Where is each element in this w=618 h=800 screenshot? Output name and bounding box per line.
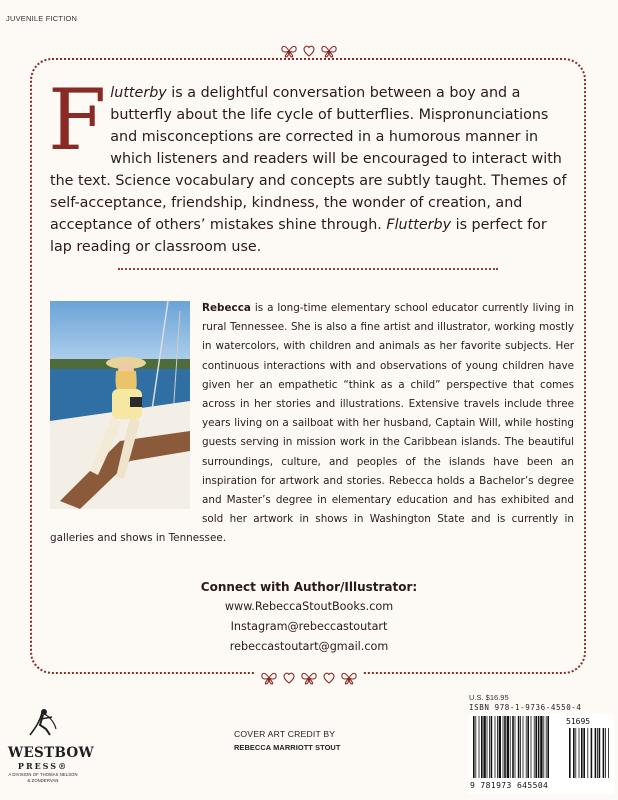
barcode-bar (540, 716, 542, 778)
section-divider (118, 268, 498, 270)
butterfly-icon (321, 44, 337, 58)
barcode-bar (535, 716, 537, 778)
barcode-bar (543, 716, 544, 778)
credit-line-1: COVER ART CREDIT BY (234, 729, 336, 739)
butterfly-icon (281, 44, 297, 58)
barcode-bar (518, 716, 520, 778)
intro-paragraph (48, 71, 570, 258)
addon-bar (583, 728, 585, 778)
publisher-sub-2: & ZONDERVAN (27, 778, 59, 783)
heart-icon (323, 672, 335, 684)
addon-bar (573, 728, 575, 778)
barcode-bar (515, 716, 516, 778)
addon-bar (579, 728, 580, 778)
publisher-name: WESTBOW (8, 745, 94, 761)
connect-heading: Connect with Author/Illustrator: (200, 580, 418, 594)
author-name: Rebecca (202, 302, 251, 314)
barcode-bar (475, 716, 476, 778)
addon-bar (603, 728, 605, 778)
book-title: lutterby (110, 85, 167, 101)
addon-bar (575, 728, 576, 778)
barcode-bar (520, 716, 521, 778)
barcode-bar (499, 716, 501, 778)
author-bio (50, 299, 574, 549)
heart-icon (303, 45, 315, 57)
addon-bar (595, 728, 597, 778)
book-title-2: Flutterby (386, 217, 452, 233)
addon-bar (608, 728, 609, 778)
instagram-handle: Instagram@rebeccastoutart (230, 620, 388, 633)
barcode-bar (507, 716, 509, 778)
barcode-bar (510, 716, 511, 778)
barcode-bar (503, 716, 504, 778)
publisher-press: PRESS® (17, 761, 69, 771)
addon-bar (581, 728, 583, 778)
bio-text: is a long-time elementary school educator currently living in rural Tennessee. She is also a fine artist and illustrator, working mostly in watercolors, with children and animals as her favorite subjects. Her continuous interactions with and observations of young children have given her an empathetic “think as a child” perspective that comes across in her stories and illustrations. Extensive travels include three years living on a sailboat with her husband, Captain Will, while hosting guests serving in mission work in the Caribbean islands. The beautiful surroundings, culture, and peoples of the islands have been an inspiration for artwork and stories. Rebecca holds a Bachelor’s degree and Master’s degree in elementary education and has exhibited and sold her artwork in shows in Washington State and is currently in galleries and shows in Tennessee. (50, 302, 574, 545)
intro-text-2: is perfect for lap reading or classroom use. (50, 217, 547, 255)
barcode-bar (495, 716, 496, 778)
barcode-bar (534, 716, 535, 778)
addon-bar (597, 728, 598, 778)
genre-label: JUVENILE FICTION (6, 14, 78, 23)
butterfly-icon (301, 671, 317, 685)
connect-section (0, 577, 618, 657)
barcode-bar (526, 716, 527, 778)
barcode-bar (527, 716, 529, 778)
barcode-number: 9 781973 645504 (470, 781, 610, 790)
barcode-bar (547, 716, 549, 778)
addon-bar (569, 728, 571, 778)
barcode-bar (512, 716, 514, 778)
isbn-label: ISBN 978-1-9736-4550-4 (469, 703, 582, 712)
barcode-bars (469, 714, 614, 782)
barcode-bar (504, 716, 506, 778)
drop-cap: F (48, 71, 107, 169)
barcode-bar (497, 716, 498, 778)
price-label: U.S. $16.95 (469, 693, 509, 702)
credit-line-2: REBECCA MARRIOTT STOUT (234, 743, 341, 752)
barcode-bar (531, 716, 532, 778)
barcode-bar (473, 716, 475, 778)
barcode-bar (546, 716, 547, 778)
publisher-sub-1: A DIVISION OF THOMAS NELSON (8, 772, 78, 777)
addon-bar (591, 728, 593, 778)
archer-icon (26, 707, 60, 737)
barcode-bar (483, 716, 485, 778)
barcode-bar (523, 716, 524, 778)
bottom-ornament (255, 671, 363, 685)
intro-text-1: is a delightful conversation between a boy and a butterfly about the life cycle of butterflies. Mispronunciations and misconceptions are corrected in a humorous manner in which listeners and readers will be encouraged to interact with the text. Science vocabulary and concepts are subtly taught. Themes of self-acceptance, friendship, kindness, the wonder of creation, and acceptance of others’ mistakes shine through. (50, 85, 567, 233)
top-ornament (281, 44, 337, 58)
barcode-bar (489, 716, 490, 778)
barcode-bar (481, 716, 483, 778)
addon-bar (605, 728, 606, 778)
butterfly-icon (261, 671, 277, 685)
barcode-bar (491, 716, 493, 778)
addon-bar (587, 728, 588, 778)
email-address: rebeccastoutart@gmail.com (229, 640, 389, 653)
barcode-bar (538, 716, 540, 778)
publisher-logo (8, 707, 94, 783)
barcode-bar (479, 716, 480, 778)
heart-icon (283, 672, 295, 684)
barcode-addon-number: 51695 (566, 717, 591, 726)
barcode-bar (487, 716, 488, 778)
butterfly-icon (341, 671, 357, 685)
website-link: www.RebeccaStoutBooks.com (224, 600, 394, 613)
addon-bar (599, 728, 601, 778)
cover-art-credit (234, 729, 341, 752)
